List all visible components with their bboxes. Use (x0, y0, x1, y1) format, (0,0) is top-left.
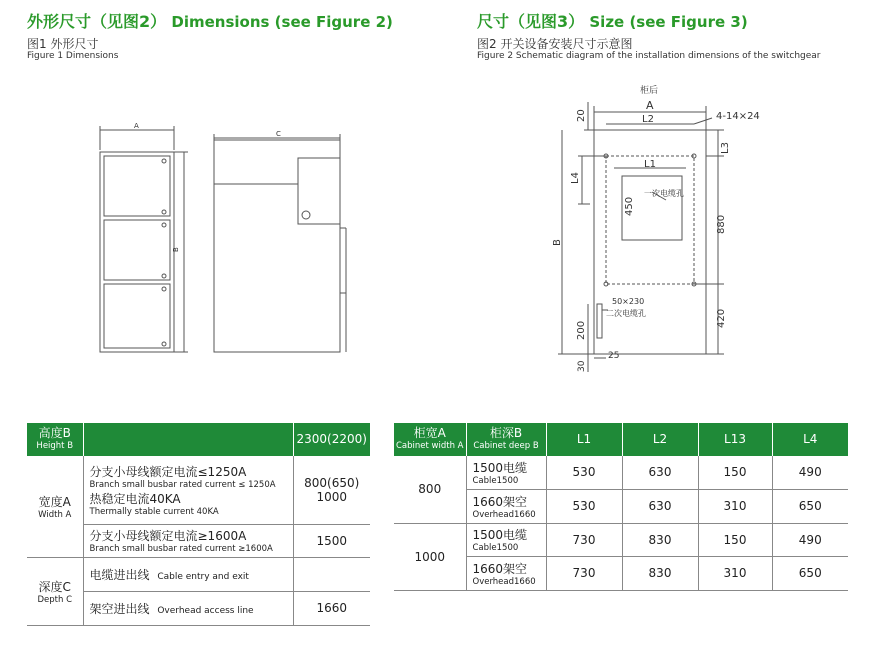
l4-cell: 490 (772, 523, 848, 556)
fig2-l3-label: L3 (720, 142, 731, 154)
height-header (27, 423, 83, 456)
l2-cell: 830 (622, 523, 698, 556)
depth-en: Overhead1660 (472, 576, 536, 587)
l1-header: L1 (546, 423, 622, 456)
l13-cell: 150 (698, 456, 772, 489)
row2-desc (83, 524, 293, 557)
cabinet-depth-en: Cabinet deep B (473, 440, 539, 451)
row1-en2: Thermally stable current 40KA (89, 506, 219, 517)
depth-cn: 1500电缆 (472, 528, 528, 542)
l2-header: L2 (622, 423, 698, 456)
dimension-spec-table (27, 423, 370, 626)
row3-desc (83, 557, 293, 591)
installation-spec-table (394, 423, 848, 591)
table-row (27, 456, 370, 524)
depth-cn: 1660架空 (472, 561, 528, 576)
fig2-b-label: B (552, 239, 563, 246)
table-header-row (27, 423, 370, 456)
fig2-l4-label: L4 (570, 172, 581, 184)
cabinet-depth-cn: 柜深B (489, 425, 523, 440)
row4-en: Overhead access line (157, 605, 254, 616)
table-row (394, 456, 848, 489)
dim-c-label: C (276, 130, 281, 138)
row1-cn2: 热稳定电流40KA (89, 491, 181, 506)
dim-20-label: 20 (576, 109, 587, 122)
cabinet-depth-header (466, 423, 546, 456)
l2-cell: 630 (622, 489, 698, 523)
dim-880-label: 880 (716, 214, 727, 234)
height-value: 2300(2200) (296, 432, 367, 446)
depth-cell (466, 456, 546, 489)
right-title-cn: 尺寸（见图3） (477, 12, 585, 31)
width-label-cell (27, 456, 83, 557)
table-row (394, 523, 848, 556)
left-section-title (27, 9, 393, 32)
l4-cell: 490 (772, 456, 848, 489)
width-1000-cell: 1000 (394, 523, 466, 590)
row3-value (293, 557, 370, 591)
l13-cell: 310 (698, 556, 772, 590)
figure2-caption-cn: 图2 开关设备安装尺寸示意图 (477, 37, 633, 51)
row4-cn: 架空进出线 (89, 601, 150, 616)
l4-cell: 650 (772, 556, 848, 590)
cabinet-width-header (394, 423, 466, 456)
fig2-l2-label: L2 (642, 114, 654, 125)
l4-header: L4 (772, 423, 848, 456)
dim-a-label: A (134, 122, 139, 130)
width-800-cell: 800 (394, 456, 466, 523)
l13-cell: 150 (698, 523, 772, 556)
figure1-caption-cn: 图1 外形尺寸 (27, 37, 99, 51)
table-row (27, 557, 370, 591)
l2-cell: 630 (622, 456, 698, 489)
l1-cell: 730 (546, 556, 622, 590)
depth-en: Cable1500 (472, 475, 519, 486)
row2-en: Branch small busbar rated current ≥1600A (89, 544, 273, 554)
fig2-l1-label: L1 (644, 159, 656, 170)
depth-cell (466, 489, 546, 523)
dim-200-label: 200 (576, 320, 587, 340)
depth-label-cell (27, 557, 83, 625)
row1-value1: 800(650) (304, 475, 360, 490)
dim-30-label: 30 (577, 360, 587, 372)
row3-cn: 电缆进出线 (89, 567, 150, 582)
dim-25-label: 25 (608, 351, 620, 361)
figure1-dimensions-drawing (90, 118, 360, 368)
depth-cell (466, 523, 546, 556)
row1-en1: Branch small busbar rated current ≤ 1250A (89, 479, 276, 490)
figure2-caption-en: Figure 2 Schematic diagram of the installation dimensions of the switchgear (477, 51, 821, 61)
width-label-en: Width A (38, 509, 72, 520)
row4-value: 1660 (293, 591, 370, 625)
blank-header (83, 423, 293, 456)
left-title-cn: 外形尺寸（见图2） (27, 12, 167, 31)
right-section-title (477, 9, 748, 32)
depth-label-cn: 深度C (38, 579, 71, 594)
row1-desc (83, 456, 293, 524)
right-title-en: Size (see Figure 3) (589, 13, 748, 31)
depth-label-en: Depth C (37, 594, 73, 605)
height-header-en: Height B (36, 440, 74, 451)
l1-cell: 530 (546, 456, 622, 489)
row1-cn1: 分支小母线额定电流≤1250A (89, 464, 247, 479)
table-header-row (394, 423, 848, 456)
figure1-caption-en: Figure 1 Dimensions (27, 51, 119, 61)
depth-en: Cable1500 (472, 543, 519, 553)
depth-cn: 1500电缆 (472, 460, 528, 475)
l1-cell: 530 (546, 489, 622, 523)
holes-spec-label: 4-14×24 (716, 111, 760, 122)
l13-header: L13 (698, 423, 772, 456)
l4-cell: 650 (772, 489, 848, 523)
l2-cell: 830 (622, 556, 698, 590)
depth-cell (466, 556, 546, 590)
depth-cn: 1660架空 (472, 494, 528, 509)
rear-label: 柜后 (640, 86, 659, 96)
secondary-cable-hole-label: 二次电缆孔 (606, 309, 646, 318)
height-header-cn: 高度B (38, 425, 71, 440)
figure2-installation-drawing (548, 82, 848, 374)
primary-cable-hole-label: 一次电缆孔 (644, 189, 684, 198)
dim-450-label: 450 (624, 196, 635, 216)
depth-en: Overhead1660 (472, 509, 536, 520)
row2-value: 1500 (293, 524, 370, 557)
row4-desc (83, 591, 293, 625)
dim-420-label: 420 (716, 308, 727, 328)
row3-en: Cable entry and exit (157, 571, 249, 582)
l1-cell: 730 (546, 523, 622, 556)
fig2-a-label: A (646, 99, 654, 112)
dim-b-label: B (172, 247, 180, 252)
left-title-en: Dimensions (see Figure 2) (171, 13, 393, 31)
row1-value2: 1000 (316, 489, 348, 504)
width-label-cn: 宽度A (38, 494, 71, 509)
l13-cell: 310 (698, 489, 772, 523)
cabinet-width-cn: 柜宽A (413, 425, 446, 440)
row1-value (293, 456, 370, 524)
row2-cn: 分支小母线额定电流≥1600A (89, 529, 247, 543)
slot-size-label: 50×230 (612, 297, 645, 306)
cabinet-width-en: Cabinet width A (396, 440, 464, 451)
height-value-header (293, 423, 370, 456)
